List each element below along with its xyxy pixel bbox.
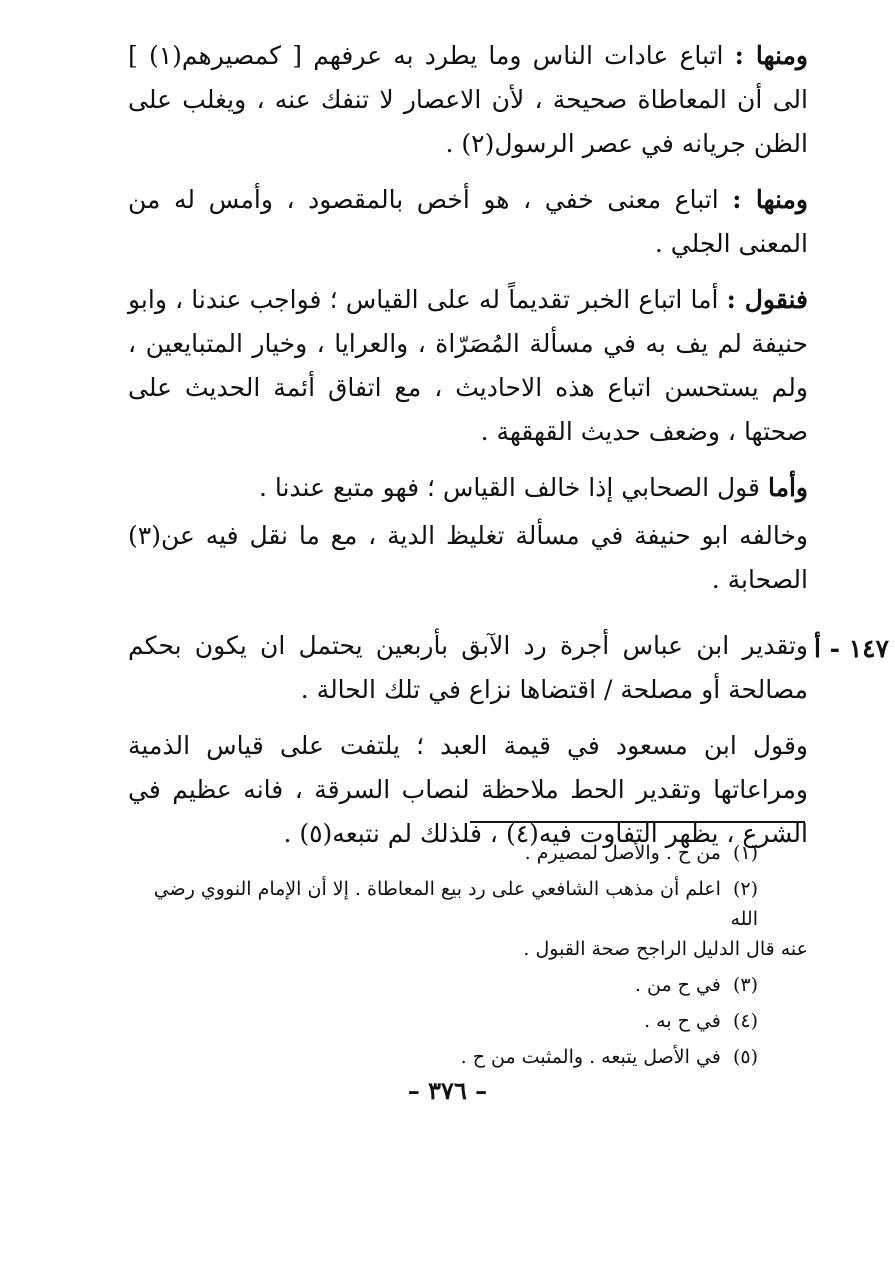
paragraph bbox=[128, 624, 808, 712]
footnote-text: عنه قال الدليل الراجح صحة القبول . bbox=[523, 938, 808, 960]
footnote bbox=[128, 970, 808, 1000]
paragraph-text: قول الصحابي إذا خالف القياس ؛ فهو متبع عندنا . bbox=[258, 473, 761, 502]
paragraph-lead: وأما bbox=[767, 473, 808, 502]
paragraph-text: اتباع عادات الناس وما يطرد به عرفهم [ كمصيرهم(١) ] الى أن المعاطاة صحيحة ، لأن الاعصار لا تنفك عنه ، ويغلب على الظن جريانه في عصر الرسول(٢) . bbox=[128, 41, 808, 158]
paragraph bbox=[128, 178, 808, 266]
footnote-number: (٥) bbox=[732, 1046, 758, 1068]
footnote bbox=[128, 838, 808, 868]
paragraph-text: وقول ابن مسعود في قيمة العبد ؛ يلتفت على قياس الذمية ومراعاتها وتقدير الحط ملاحظة لنصاب السرقة ، فانه عظيم في الشرع ، يظهر التفاوت فيه(٤) ، فلذلك لم نتبعه(٥) . bbox=[128, 731, 808, 848]
footnote bbox=[128, 874, 808, 934]
page-number: – ٣٧٦ – bbox=[407, 1076, 488, 1105]
paragraph bbox=[128, 34, 808, 166]
paragraph-text: اتباع معنى خفي ، هو أخص بالمقصود ، وأمس له من المعنى الجلي . bbox=[128, 185, 808, 258]
paragraph-lead: فنقول : bbox=[726, 285, 808, 314]
footnote-text: في ح من . bbox=[634, 974, 721, 996]
paragraph-lead: ومنها : bbox=[732, 185, 808, 214]
footnote-text: اعلم أن مذهب الشافعي على رد بيع المعاطاة . إلا أن الإمام النووي رضي الله bbox=[153, 878, 758, 930]
paragraph-lead: ومنها : bbox=[734, 41, 808, 70]
footnote-number: (٢) bbox=[732, 878, 758, 900]
paragraph bbox=[128, 514, 808, 602]
paragraph-text: وتقدير ابن عباس أجرة رد الآبق بأربعين يحتمل ان يكون بحكم مصالحة أو مصلحة / اقتضاها نزاع في تلك الحالة . bbox=[128, 631, 808, 704]
footnote-text: في ح به . bbox=[644, 1010, 721, 1032]
paragraph-text: أما اتباع الخبر تقديماً له على القياس ؛ فواجب عندنا ، وابو حنيفة لم يف به في مسألة المُصَرّاة ، والعرايا ، وخيار المتبايعين ، ولم يستحسن اتباع هذه الاحاديث ، مع اتفاق أئمة الحديث على صحتها ، وضعف حديث القهقهة . bbox=[128, 285, 808, 446]
footnote-text: من ح . والأصل لمصيرم . bbox=[524, 842, 721, 864]
footnote-text: في الأصل يتبعه . والمثبت من ح . bbox=[460, 1046, 721, 1068]
paragraph-text: وخالفه ابو حنيفة في مسألة تغليظ الدية ، مع ما نقل فيه عن(٣) الصحابة . bbox=[128, 521, 808, 594]
folio-marginal-note: ١٤٧ - أ bbox=[813, 634, 889, 663]
footnotes bbox=[128, 838, 808, 1078]
paragraph bbox=[128, 466, 808, 510]
paragraph bbox=[128, 278, 808, 454]
footnote-number: (١) bbox=[732, 842, 758, 864]
footnote bbox=[128, 1006, 808, 1036]
footnote bbox=[128, 1042, 808, 1072]
footnote-divider bbox=[470, 821, 805, 823]
footnote-number: (٤) bbox=[732, 1010, 758, 1032]
footnote-number: (٣) bbox=[732, 974, 758, 996]
paragraph bbox=[128, 724, 808, 856]
footnote-continuation bbox=[128, 934, 808, 964]
main-text bbox=[128, 34, 808, 868]
